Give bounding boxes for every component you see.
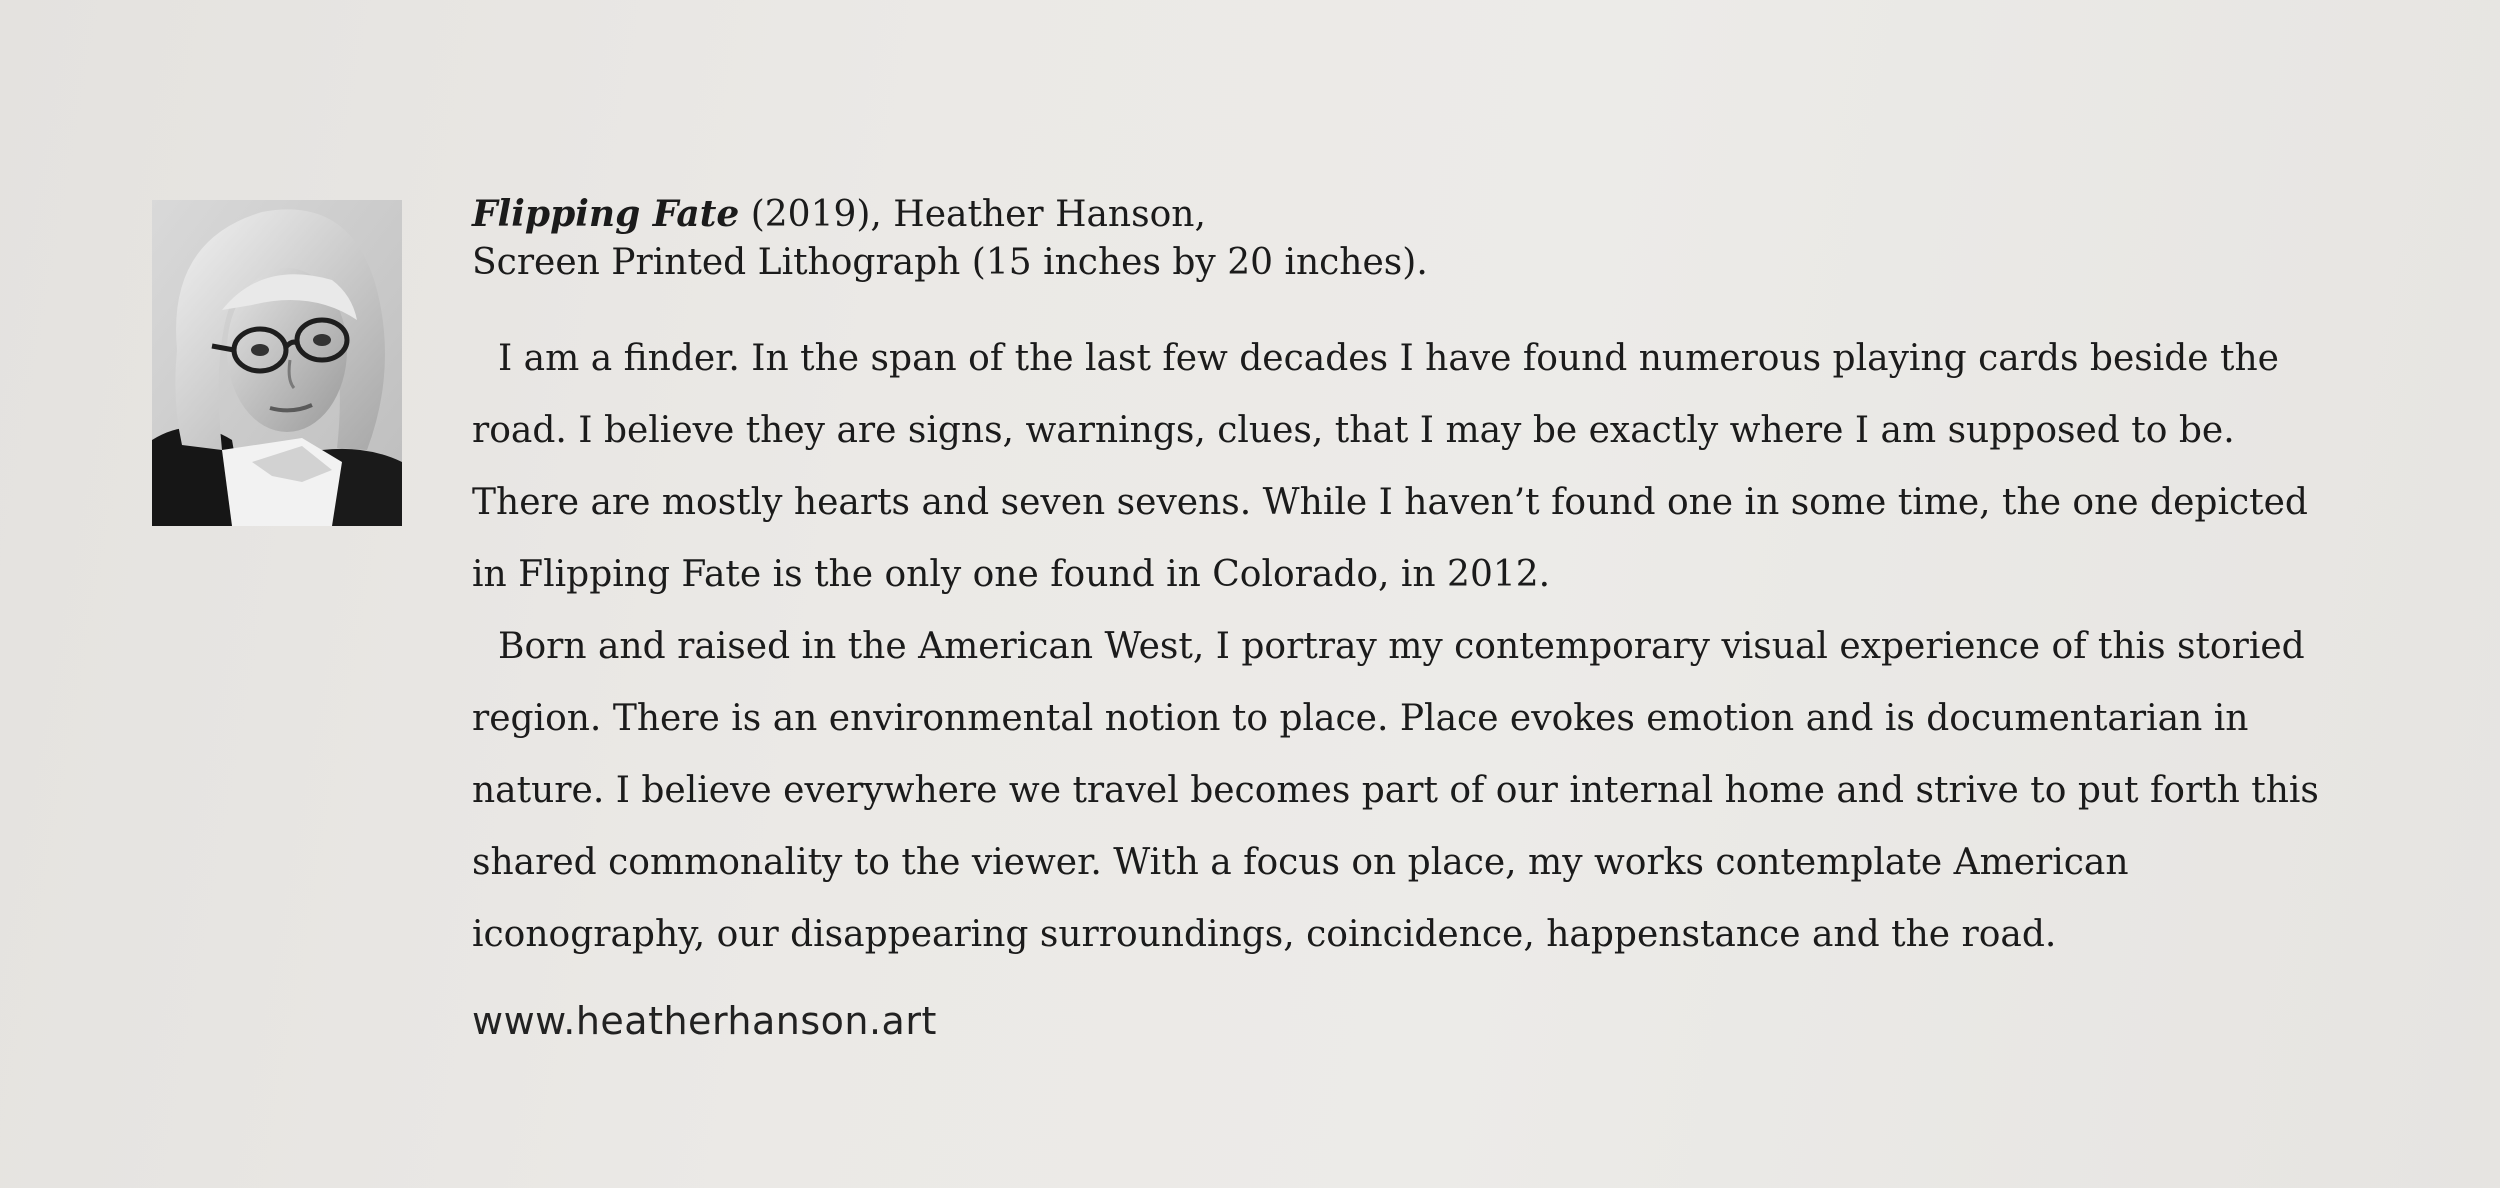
artist-portrait: [152, 200, 402, 526]
artwork-label: [472, 190, 2332, 1043]
artwork-year-artist: (2019), Heather Hanson,: [739, 194, 1206, 235]
artist-statement: [472, 323, 2332, 971]
artwork-caption: [472, 190, 2332, 287]
artwork-medium: Screen Printed Lithograph (15 inches by 20 inches).: [472, 242, 1428, 283]
artwork-title: Flipping Fate: [472, 193, 740, 235]
statement-paragraph-2: Born and raised in the American West, I portray my contemporary visual experience of this storied region. There is an environmental notion to place. Place evokes emotion and is documentarian in nature. I believe everywhere we travel becomes part of our internal home and strive to put forth this shared commonality to the viewer. With a focus on place, my works contemplate American iconography, our disappearing surroundings, coincidence, happenstance and the road.: [472, 626, 2319, 955]
artist-website: www.heatherhanson.art: [472, 999, 937, 1043]
statement-paragraph-1: I am a finder. In the span of the last few decades I have found numerous playing cards beside the road. I believe they are signs, warnings, clues, that I may be exactly where I am supposed to be. There are mostly hearts and seven sevens. While I haven’t found one in some time, the one depicted in Flipping Fate is the only one found in Colorado, in 2012.: [472, 338, 2308, 595]
